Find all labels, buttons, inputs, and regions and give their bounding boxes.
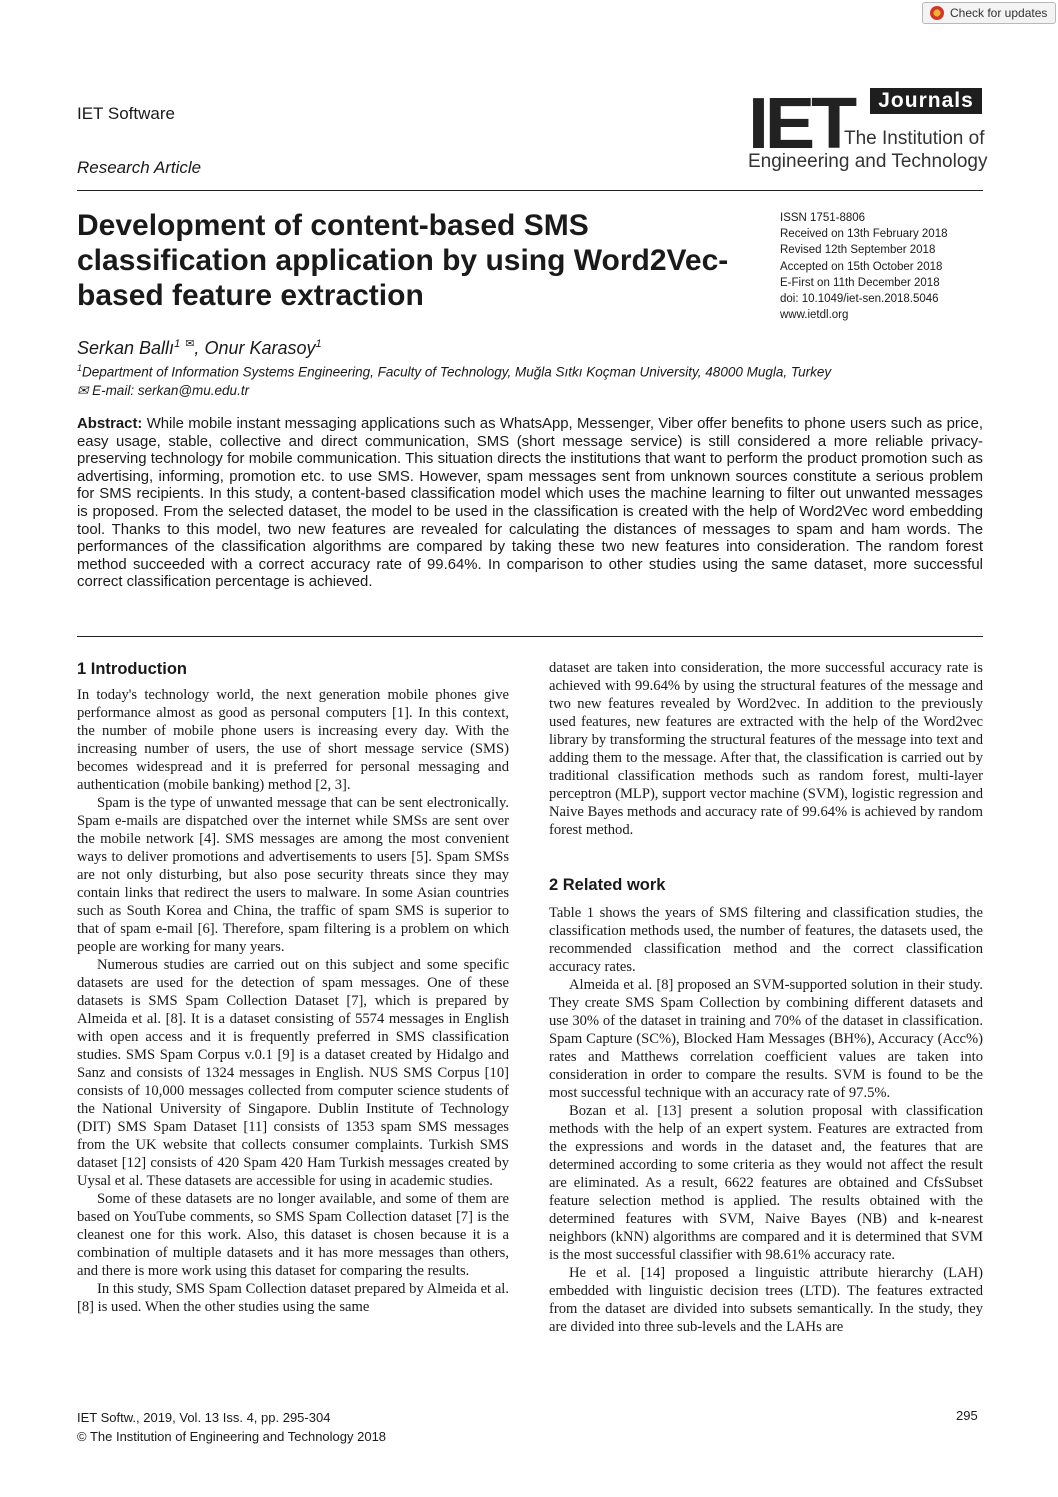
footer-copyright: © The Institution of Engineering and Technology 2018 xyxy=(77,1429,387,1444)
contact-email xyxy=(77,383,249,399)
affiliation-mark: 1 xyxy=(77,363,83,373)
title-line: Development of content-based SMS xyxy=(77,209,589,242)
paragraph: Spam is the type of unwanted message that can be sent electronically. Spam e-mails are dispatched over the internet while SMSs are sent over the mobile network [4]. SMS messages are among the most convenient ways to deliver promotions and advertisements to users [5]. Spam SMSs are not only disturbing, but also pose security threats since they may contain links that redirect the users to malware. In some Asian countries such as South Korea and China, the traffic of spam SMS is superior to that of spam e-mail [6]. Therefore, spam filtering is a problem on which people are working for many years. xyxy=(77,795,509,955)
affiliation-text: Department of Information Systems Engineering, Faculty of Technology, Muğla Sıtkı Koçman University, 48000 Mugla, Turkey xyxy=(82,364,832,380)
abstract-divider xyxy=(77,636,983,637)
footer xyxy=(77,1408,386,1446)
crossmark-icon xyxy=(930,6,944,20)
left-column xyxy=(77,686,509,1316)
author-line xyxy=(77,337,322,359)
author-name: Serkan Ballı xyxy=(77,338,175,358)
journal-name: IET Software xyxy=(77,104,175,123)
author-separator: , xyxy=(194,338,205,358)
paragraph: Table 1 shows the years of SMS filtering and classification studies, the classification methods used, the number of features, the datasets used, the recommended classification method and the correct classification accuracy rates. xyxy=(549,905,983,975)
issn: ISSN 1751-8806 xyxy=(780,212,866,224)
iet-logo-letters: IET xyxy=(748,84,854,164)
institution-line-1: The Institution of xyxy=(844,128,985,149)
author-name: Onur Karasoy xyxy=(204,338,316,358)
affiliation xyxy=(77,363,831,380)
paragraph: dataset are taken into consideration, the more successful accuracy rate is achieved with 99.64% by using the structural features of the message and two new features revealed by Word2vec. In addition to the previously used features, new features are extracted with the help of the Word2vec library by transforming the structural features of the message into text and adding them to the message. After that, the classification is carried out by traditional classification methods such as random forest, multi-layer perceptron (MLP), support vector machine (SVM), logistic regression and Naive Bayes methods and accuracy rate of 99.64% is achieved by random forest method. xyxy=(549,660,983,838)
article-type: Research Article xyxy=(77,158,202,177)
institution-line-2: Engineering and Technology xyxy=(748,151,988,172)
revised-date: Revised 12th September 2018 xyxy=(780,244,936,257)
website-link[interactable]: www.ietdl.org xyxy=(780,309,849,322)
section-heading-introduction: 1 Introduction xyxy=(77,660,187,678)
email-text[interactable]: E-mail: serkan@mu.edu.tr xyxy=(88,383,250,398)
efirst-date: E-First on 11th December 2018 xyxy=(780,276,940,289)
title-line: classification application by using Word2Vec- xyxy=(77,244,729,277)
abstract xyxy=(77,416,983,592)
paragraph: Almeida et al. [8] proposed an SVM-supported solution in their study. They create SMS Spam Collection by combining different datasets and use 30% of the dataset in training and 70% of the dataset in classification. Spam Capture (SC%), Blocked Ham Messages (BH%), Accuracy (Acc%) rates and Matthews correlation coefficient values are taken into consideration in order to compare the results. SVM is found to be the most successful technique with an accuracy rate of 97.5%. xyxy=(549,977,983,1101)
paragraph: Numerous studies are carried out on this subject and some specific datasets are used for the detection of spam messages. One of these datasets is SMS Spam Collection Dataset [7], which is prepared by Almeida et al. [8]. It is a dataset consisting of 5574 messages in English with open access and it is frequently preferred in SMS classification studies. SMS Spam Corpus v.0.1 [9] is a dataset created by Hidalgo and Sanz and consists of 1324 messages in English. NUS SMS Corpus [10] consists of 10,000 messages collected from computer science students of the National University of Singapore. Dublin Institute of Technology (DIT) SMS Spam Dataset [11] consists of 1353 spam SMS messages from the UK website that collects consumer complaints. Turkish SMS dataset [12] consists of 420 Spam 420 Ham Turkish messages created by Uysal et al. These datasets are accessible for using in academic studies. xyxy=(77,957,509,1189)
mail-icon: ✉ xyxy=(77,383,89,398)
paragraph: Bozan et al. [13] present a solution proposal with classification methods with the help of an expert system. Features are extracted from the expressions and words in the dataset and, the features that are determined according to some criteria as they would not affect the result are eliminated. As a result, 6622 features are obtained and CfsSubset feature selection method is applied. The results obtained with the determined features with SVM, Naive Bayes (NB) and k-nearest neighbors (kNN) algorithms are compared and it is determined that SVM is the most successful classifier with 98.61% accuracy rate. xyxy=(549,1103,983,1263)
abstract-label: Abstract: xyxy=(77,416,143,432)
doi[interactable]: doi: 10.1049/iet-sen.2018.5046 xyxy=(780,293,939,306)
header-divider xyxy=(77,190,983,191)
journals-badge: Journals xyxy=(870,88,982,114)
affiliation-mark: 1 xyxy=(315,338,322,350)
check-for-updates-label: Check for updates xyxy=(950,6,1048,20)
affiliation-mark: 1 xyxy=(174,338,181,350)
right-column-top xyxy=(549,659,983,839)
title-line: based feature extraction xyxy=(77,279,424,312)
mail-icon: ✉ xyxy=(185,338,195,350)
paragraph: In today's technology world, the next generation mobile phones give performance almost as good as personal computers [1]. In this context, the number of mobile phone users is increasing every day. With the increasing number of users, the use of short message service (SMS) becomes widespread and it is preferred for personal messaging and authentication (mobile banking) method [2, 3]. xyxy=(77,687,509,793)
received-date: Received on 13th February 2018 xyxy=(780,228,948,241)
paragraph: He et al. [14] proposed a linguistic attribute hierarchy (LAH) embedded with linguistic decision trees (LTD). The features extracted from the dataset are divided into subsets semantically. In the study, they are divided into three sub-levels and the LAHs are xyxy=(549,1265,983,1335)
paragraph: Some of these datasets are no longer available, and some of them are based on YouTube comments, so SMS Spam Collection dataset [7] is the cleanest one for this work. Also, this dataset is chosen because it is a combination of multiple datasets and it has more messages than others, and there is more work using this dataset for comparing the results. xyxy=(77,1191,509,1279)
iet-journals-logo xyxy=(748,84,988,178)
abstract-text: While mobile instant messaging applications such as WhatsApp, Messenger, Viber offer benefits to phone users such as price, easy usage, stable, collective and direct communication, SMS (short message service) is still considered a more reliable privacy-preserving technology for mobile communication. This situation directs the institutions that want to perform the product promotion such as advertising, informing, promotion etc. to use SMS. However, spam messages sent from unknown sources constitute a serious problem for SMS recipients. In this study, a content-based classification model which uses the machine learning to filter out unwanted messages is proposed. From the selected dataset, the model to be used in the classification is created with the help of Word2Vec word embedding tool. Thanks to this model, two new features are revealed for calculating the distances of messages to spam and ham words. The performances of the classification algorithms are compared by taking these two new features into consideration. The random forest method succeeded with a correct accuracy rate of 99.64%. In comparison to other studies using the same dataset, more successful correct classification percentage is achieved. xyxy=(77,416,983,591)
paragraph: In this study, SMS Spam Collection dataset prepared by Almeida et al. [8] is used. When the other studies using the same xyxy=(77,1281,509,1315)
publication-metadata xyxy=(780,210,948,323)
article-title xyxy=(77,208,777,313)
right-column-bottom xyxy=(549,904,983,1336)
check-for-updates-button[interactable] xyxy=(922,2,1056,24)
section-heading-related-work: 2 Related work xyxy=(549,876,666,894)
accepted-date: Accepted on 15th October 2018 xyxy=(780,260,943,273)
page-number: 295 xyxy=(956,1408,978,1423)
footer-citation: IET Softw., 2019, Vol. 13 Iss. 4, pp. 295-304 xyxy=(77,1410,331,1425)
